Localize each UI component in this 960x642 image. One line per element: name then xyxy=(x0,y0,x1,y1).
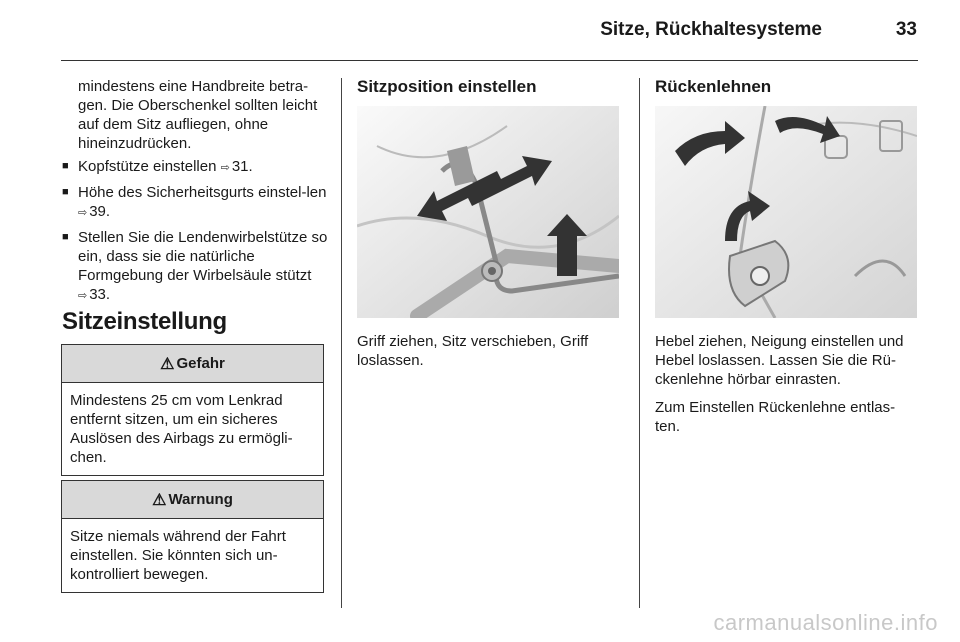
list-item-text: Stellen Sie die Lendenwirbelstütze so ein, dass sie die natürliche Formgebung der Wirbelsäule stützt xyxy=(78,229,328,284)
reference-arrow-icon: ⇨ xyxy=(78,207,88,219)
header-divider xyxy=(61,60,918,61)
column-heading: Rückenlehnen xyxy=(655,77,772,96)
intro-text: mindestens eine Handbreite betra-gen. Die Oberschenkel sollten leicht auf dem Sitz aufliegen, ohne hineinzudrücken. xyxy=(78,78,318,152)
warning-box-header xyxy=(62,481,323,519)
list-item xyxy=(62,183,328,223)
danger-box xyxy=(61,344,324,476)
list-item xyxy=(62,228,328,306)
caption-paragraph: Zum Einstellen Rückenlehne entlas-ten. xyxy=(655,399,896,435)
page-header-title: Sitze, Rückhaltesysteme xyxy=(600,19,822,40)
page-reference[interactable]: 33. xyxy=(89,286,111,303)
square-bullet-icon: ■ xyxy=(62,186,69,198)
bullet-list xyxy=(62,157,328,306)
watermark: carmanualsonline.info xyxy=(713,610,938,635)
column-divider-1 xyxy=(341,78,342,608)
reference-arrow-icon: ⇨ xyxy=(220,162,230,174)
illustration-caption: Griff ziehen, Sitz verschieben, Griff loslassen. xyxy=(357,333,589,369)
reference-arrow-icon: ⇨ xyxy=(78,290,88,302)
danger-box-header xyxy=(62,345,323,383)
column-heading: Sitzposition einstellen xyxy=(357,77,537,96)
section-heading: Sitzeinstellung xyxy=(62,308,227,335)
backrest-adjust-illustration xyxy=(655,106,917,318)
warning-triangle-icon: ⚠ xyxy=(160,355,175,373)
warning-triangle-icon: ⚠ xyxy=(152,491,167,509)
page-reference[interactable]: 39. xyxy=(89,203,111,220)
list-item xyxy=(62,157,328,178)
warning-title: Warnung xyxy=(168,491,233,508)
seat-adjust-illustration xyxy=(357,106,619,318)
square-bullet-icon: ■ xyxy=(62,160,69,172)
seat-rail-drawing xyxy=(357,106,619,318)
danger-body: Mindestens 25 cm vom Lenkrad entfernt sitzen, um ein sicheres Auslösen des Airbags zu ermögli-chen. xyxy=(70,392,293,466)
list-item-text: Höhe des Sicherheitsgurts einstel-len xyxy=(78,184,327,201)
column-left xyxy=(62,77,328,311)
caption-paragraph: Hebel ziehen, Neigung einstellen und Hebel loslassen. Lassen Sie die Rü-ckenlehne hörbar einrasten. xyxy=(655,333,904,388)
danger-title: Gefahr xyxy=(176,355,225,372)
warning-box xyxy=(61,480,324,593)
column-divider-2 xyxy=(639,78,640,608)
backrest-lever-drawing xyxy=(655,106,917,318)
page-reference[interactable]: 31. xyxy=(231,158,253,175)
square-bullet-icon: ■ xyxy=(62,231,69,243)
page-number: 33 xyxy=(895,19,917,40)
illustration-caption xyxy=(655,332,920,445)
list-item-text: Kopfstütze einstellen xyxy=(78,158,217,175)
warning-body: Sitze niemals während der Fahrt einstellen. Sie könnten sich un-kontrolliert bewegen. xyxy=(70,528,286,583)
